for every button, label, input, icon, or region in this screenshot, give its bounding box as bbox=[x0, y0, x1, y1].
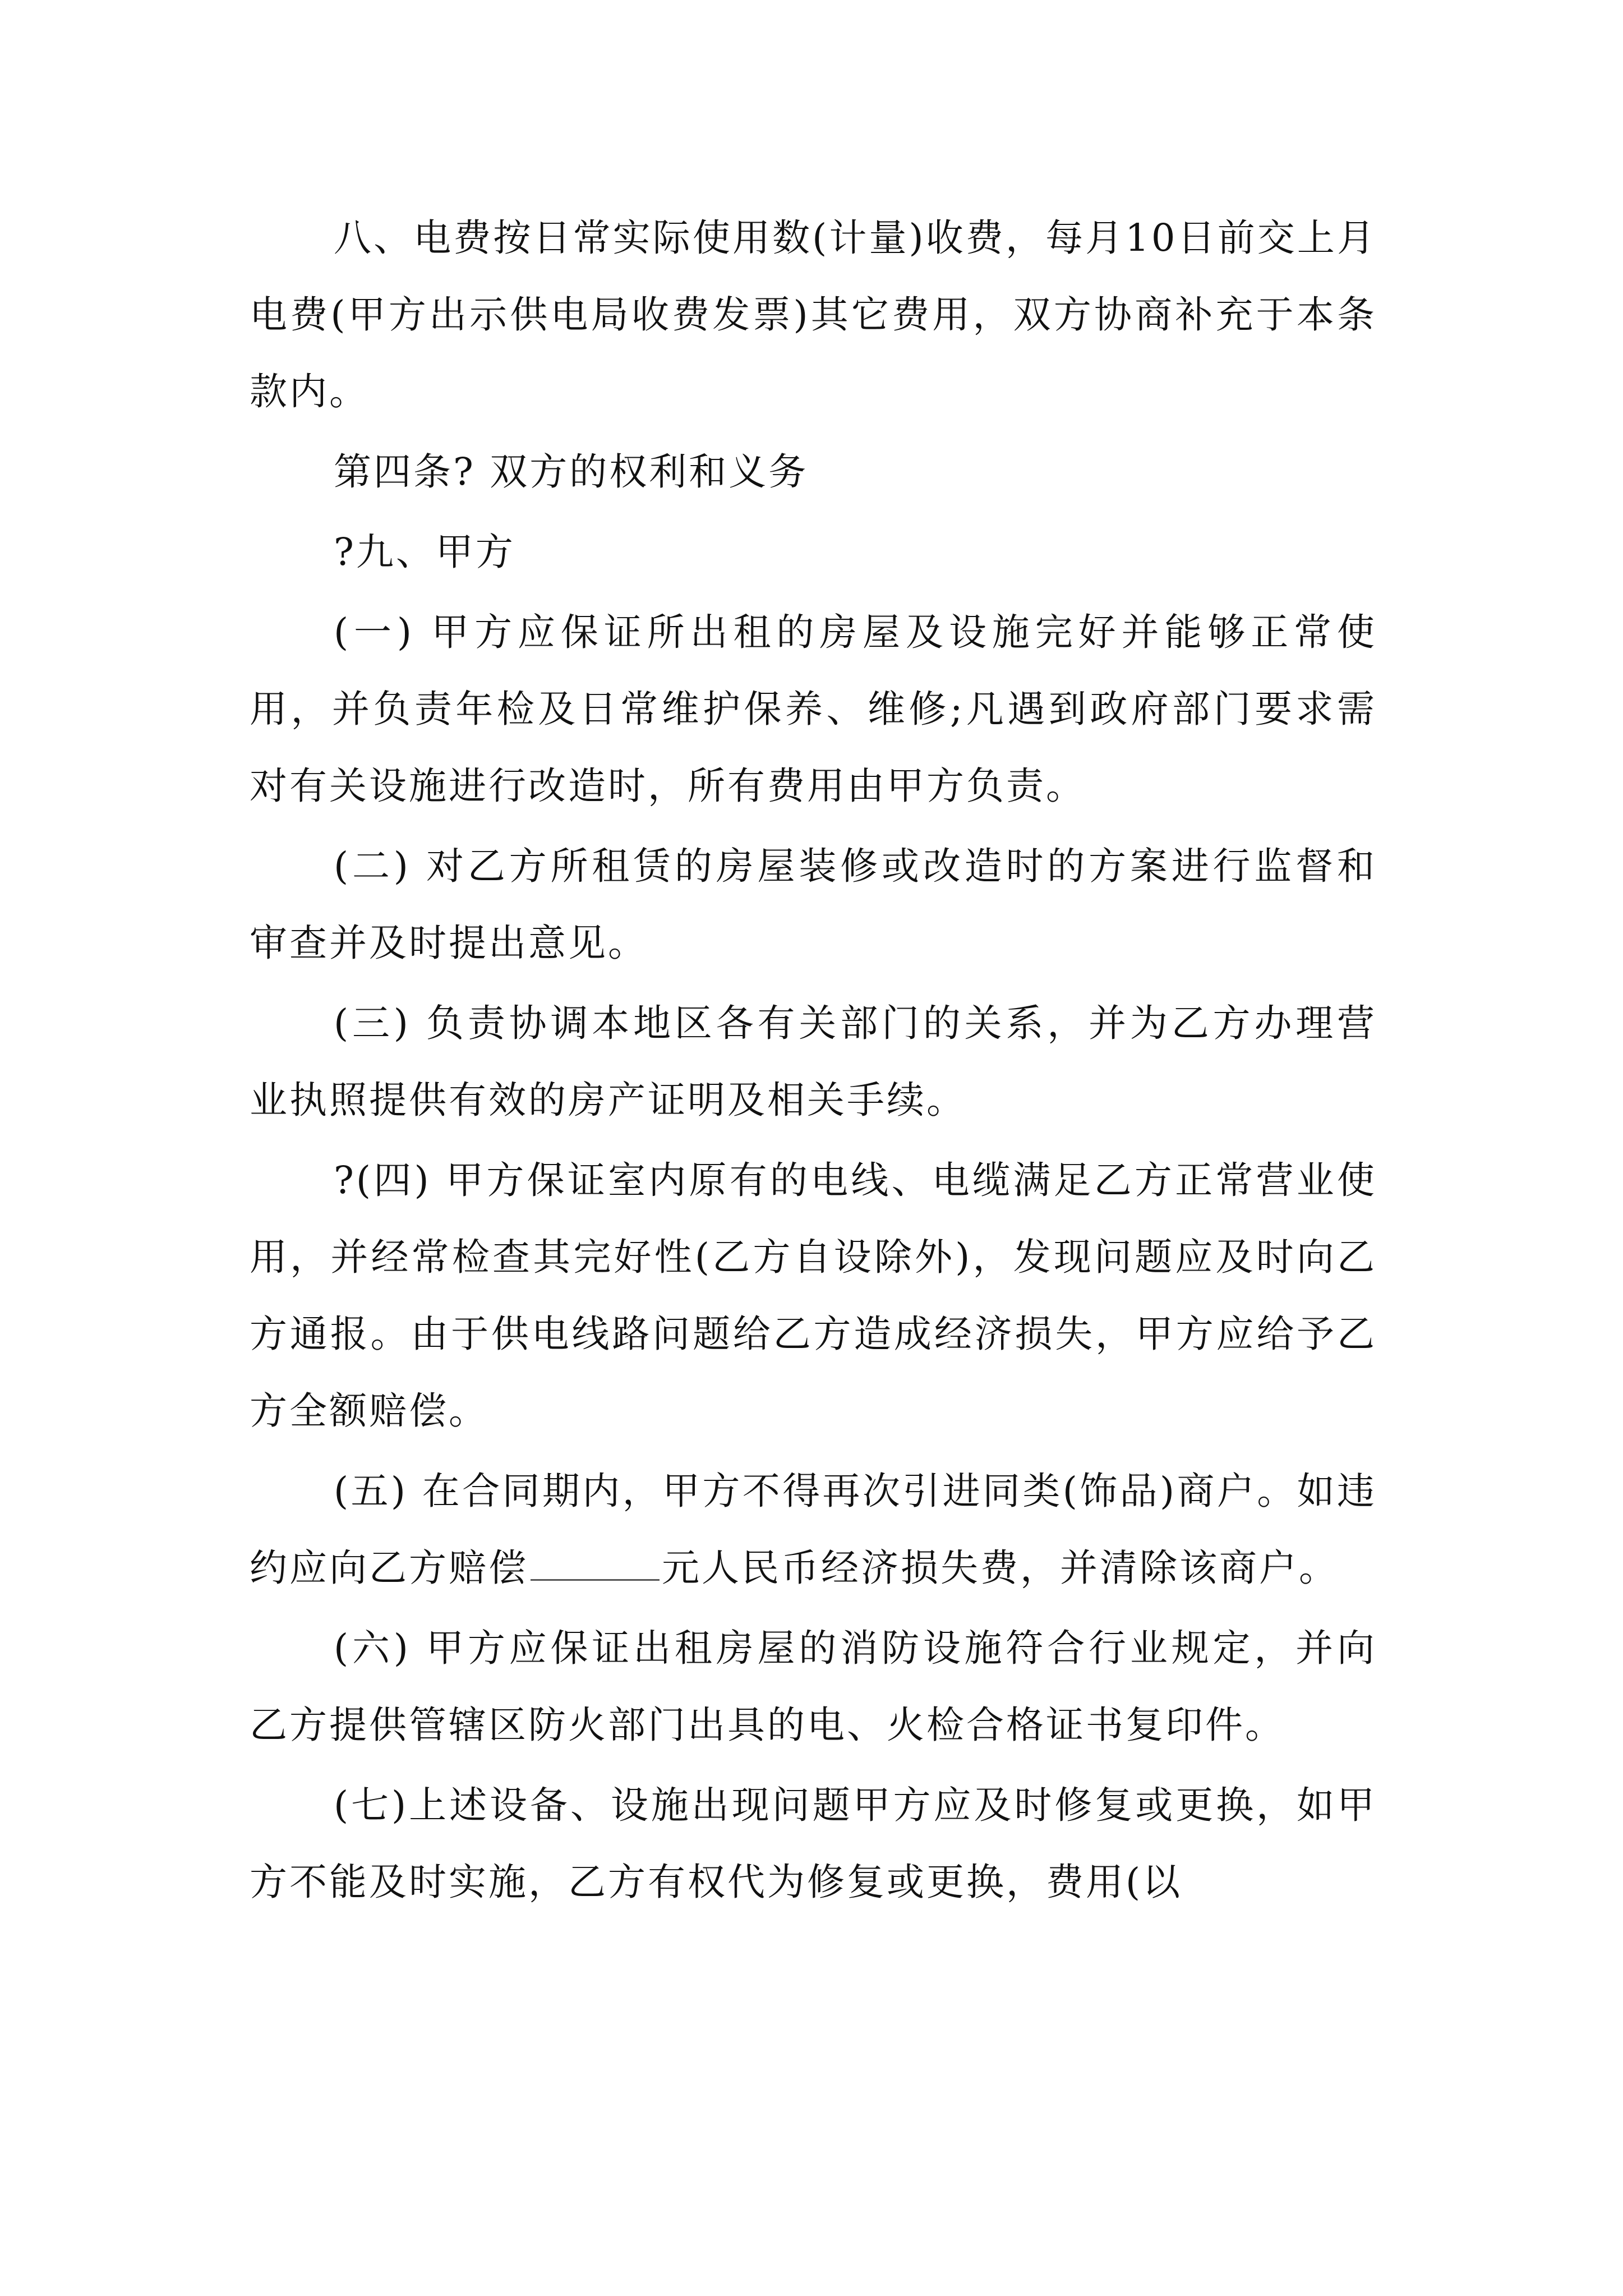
article-4-heading: 第四条? 双方的权利和义务 bbox=[334, 450, 809, 494]
party-a-obligation-2: (二) 对乙方所租赁的房屋装修或改造时的方案进行监督和审查并及时提出意见。 bbox=[250, 844, 1377, 965]
compensation-amount-blank bbox=[531, 1547, 660, 1581]
party-a-obligation-6: (六) 甲方应保证出租房屋的消防设施符合行业规定，并向乙方提供管辖区防火部门出具的电、火检合格证书复印件。 bbox=[250, 1626, 1377, 1747]
party-a-obligation-1: (一) 甲方应保证所出租的房屋及设施完好并能够正常使用，并负责年检及日常维护保养、维修;凡遇到政府部门要求需对有关设施进行改造时，所有费用由甲方负责。 bbox=[250, 610, 1377, 808]
party-a-obligation-3: (三) 负责协调本地区各有关部门的关系，并为乙方办理营业执照提供有效的房产证明及相关手续。 bbox=[250, 1001, 1377, 1122]
party-a-obligation-7: (七)上述设备、设施出现问题甲方应及时修复或更换，如甲方不能及时实施，乙方有权代为修复或更换，费用(以 bbox=[250, 1783, 1377, 1904]
document-body bbox=[250, 200, 1377, 1921]
clause-9-party-a-heading: ?九、甲方 bbox=[334, 530, 515, 574]
obligation-5-text-before-blank: (五) 在合同期内，甲方不得再次引进同类(饰品)商户。如违约应向乙方赔偿 bbox=[250, 1469, 1377, 1590]
obligation-5-text-after-blank: 元人民币经济损失费，并清除该商户。 bbox=[662, 1546, 1339, 1590]
party-a-obligation-4: ?(四) 甲方保证室内原有的电线、电缆满足乙方正常营业使用，并经常检查其完好性(乙方自设除外)，发现问题应及时向乙方通报。由于供电线路问题给乙方造成经济损失，甲方应给予乙方全额赔偿。 bbox=[250, 1158, 1377, 1433]
party-a-obligation-5 bbox=[250, 1453, 1377, 1607]
clause-8-electricity-fee: 八、电费按日常实际使用数(计量)收费，每月10日前交上月电费(甲方出示供电局收费发票)其它费用，双方协商补充于本条款内。 bbox=[250, 216, 1377, 413]
